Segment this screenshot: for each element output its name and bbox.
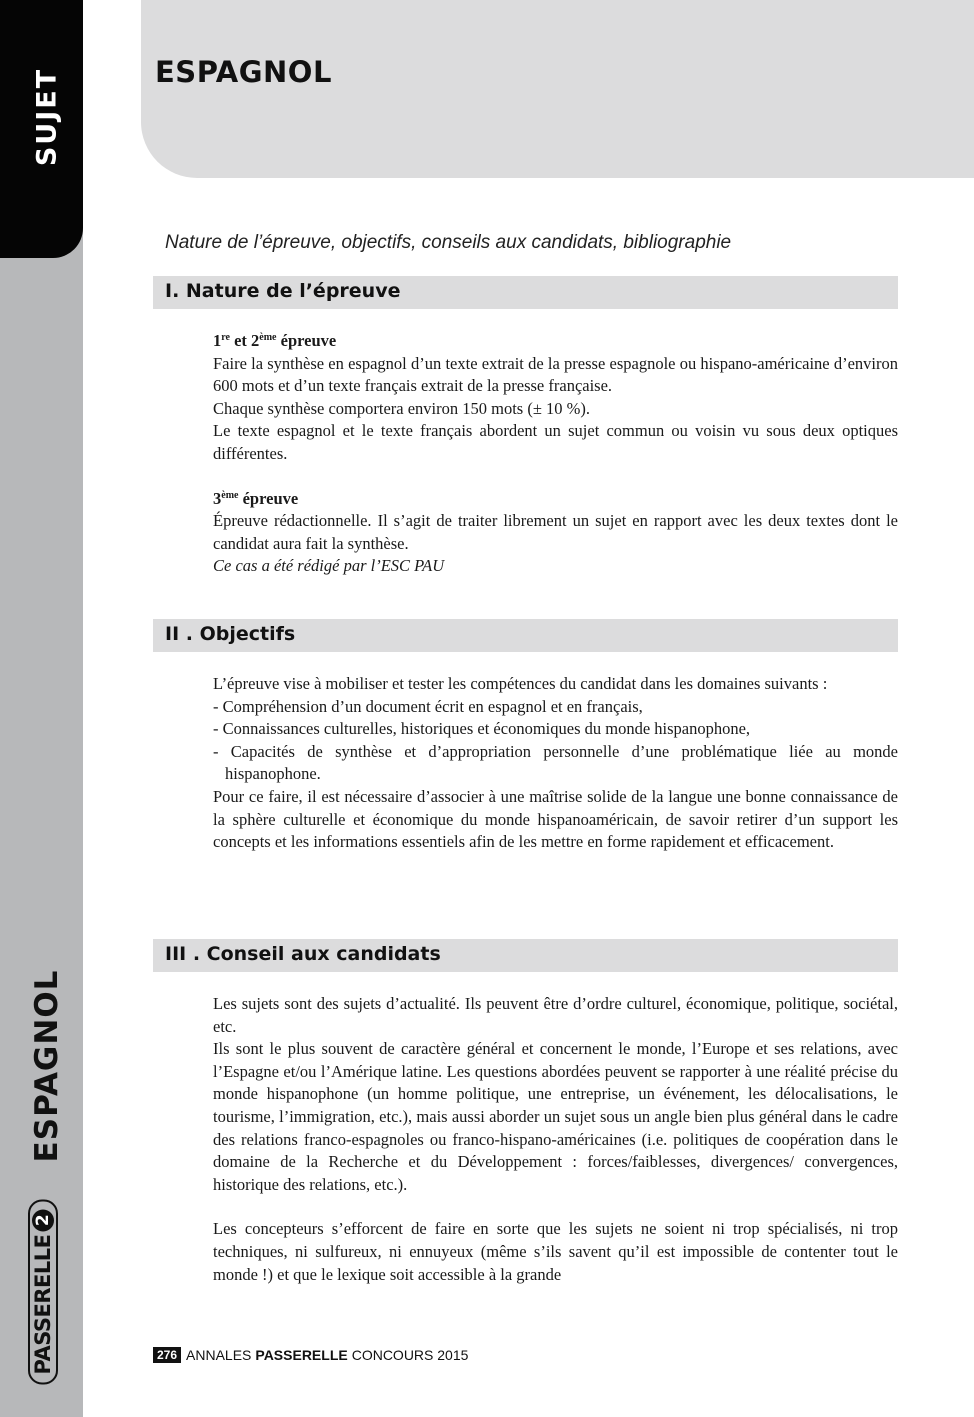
subheading-third-test: 3ème épreuve (213, 488, 299, 508)
paragraph: Chaque synthèse comportera environ 150 mots (± 10 %). (213, 398, 591, 418)
sidebar-subject-label: ESPAGNOL (29, 969, 65, 1163)
list-item: - Compréhension d’un document écrit en espagnol et en français, (213, 696, 643, 716)
section-heading-text: II . Objectifs (165, 623, 296, 645)
footer-suffix: CONCOURS 2015 (351, 1347, 469, 1363)
author-note: Ce cas a été rédigé par l’ESC PAU (213, 556, 445, 576)
page-title: ESPAGNOL (155, 55, 332, 89)
paragraph: Le texte espagnol et le texte français abordent un sujet commun ou voisin vu sous deux optiques différentes. (213, 421, 898, 463)
section-body-conseils (213, 993, 898, 1286)
section-heading-objectifs (153, 619, 898, 652)
paragraph: Pour ce faire, il est nécessaire d’associer à une maîtrise solide de la langue une bonne connaissance de la sphère culturelle et économique du monde hispanoaméricain, de savoir retirer d’un support les concepts et les informations essentiels afin de les mettre en forme rapidement et efficacement. (213, 786, 898, 852)
footer-prefix: ANNALES (186, 1347, 252, 1363)
section-body-nature (213, 330, 898, 578)
list-item: - Connaissances culturelles, historiques et économiques du monde hispanophone, (213, 719, 751, 739)
paragraph: Faire la synthèse en espagnol d’un texte extrait de la presse espagnole ou hispano-américaine d’environ 600 mots et d’un texte français extrait de la presse française. (213, 353, 898, 396)
paragraph: L’épreuve vise à mobiliser et tester les compétences du candidat dans les domaines suivants : (213, 674, 828, 693)
section-body-objectifs (213, 673, 898, 854)
section-heading-text: I. Nature de l’épreuve (165, 280, 401, 302)
logo-text: PASSERELLE (31, 1234, 55, 1375)
sidebar-tab-label: SUJET (31, 67, 63, 167)
page-number: 276 (153, 1347, 181, 1363)
logo-number: 2 (32, 1210, 54, 1232)
page-footer (153, 1347, 468, 1363)
section-heading-text: III . Conseil aux candidats (165, 943, 441, 965)
paragraph: Les concepteurs s’efforcent de faire en sorte que les sujets ne soient ni trop spécialisés, ni trop techniques, ni sulfureux, ni ennuyeux (même s’ils savent qu’il est impossible de contenter tout le monde !) et que le lexique soit accessible à la grande (213, 1219, 898, 1284)
paragraph: Ils sont le plus souvent de caractère général et concernent le monde, l’Europe et ses relations, avec l’Espagne et/ou l’Amérique latine. Les questions abordées peuvent se rapporter à une réalité précise du monde hispanophone (un homme politique, une entreprise, un événement, les délocalisations, le tourisme, l’immigration, etc.), mais aussi aborder un sujet sous un angle bien plus général dans le cadre des relations franco-espagnoles ou franco-hispano-américaines (i.e. politiques de coopération dans le domaine de la Recherche et du Développement : forces/faiblesses, divergences/ convergences, historique des relations, etc.). (213, 1039, 898, 1194)
page-subtitle: Nature de l’épreuve, objectifs, conseils aux candidats, bibliographie (165, 232, 732, 253)
header-banner (141, 0, 974, 178)
subheading-first-second-test: 1re et 2ème épreuve (213, 331, 337, 350)
passerelle-logo (28, 1200, 58, 1385)
list-item: - Capacités de synthèse et d’appropriation personnelle d’une problématique liée au monde hispanophone. (213, 741, 898, 784)
paragraph: Les sujets sont des sujets d’actualité. Ils peuvent être d’ordre culturel, économique, politique, sociétal, etc. (213, 994, 898, 1036)
section-heading-conseils (153, 939, 898, 972)
section-heading-nature (153, 276, 898, 309)
paragraph: Épreuve rédactionnelle. Il s’agit de traiter librement un sujet en rapport avec les deux textes dont le candidat aura fait la synthèse. (213, 511, 898, 553)
footer-brand: PASSERELLE (255, 1347, 348, 1363)
